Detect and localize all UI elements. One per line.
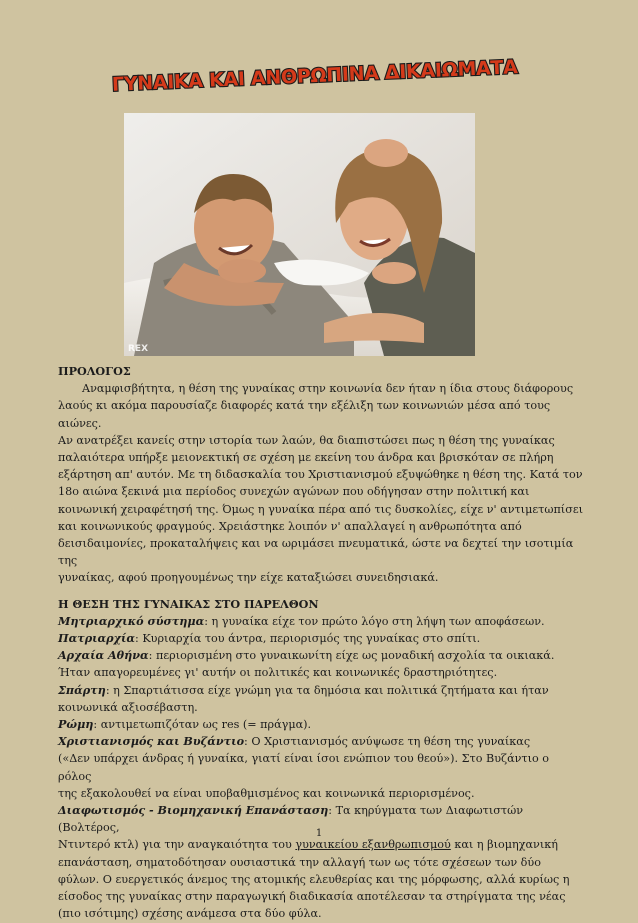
prologue-line: και κοινωνικούς φραγμούς. Χρειάστηκε λοιπόν ν' απαλλαγεί η ανθρωπότητα από — [58, 519, 522, 533]
couple-photo — [124, 113, 475, 356]
enlightenment-label: Διαφωτισμός - Βιομηχανική Επανάσταση — [58, 803, 329, 818]
patriarchy-line — [58, 630, 584, 647]
title-wordart — [111, 52, 518, 98]
page-number: 1 — [315, 828, 323, 839]
sparta-text: : η Σπαρτιάτισσα είχε γνώμη για τα δημόσια και πολιτικά ζητήματα και ήταν — [105, 683, 549, 697]
enlightenment-line-5: είσοδος της γυναίκας στην παραγωγική διαδικασία αποτέλεσαν τα στηρίγματα της νέας — [58, 890, 566, 904]
enlightenment-text-2b: και η βιομηχανική — [450, 838, 558, 852]
enlightenment-line-6: (πιο ισότιμης) σχέσης ανάμεσα στα δύο φύλα. — [58, 907, 322, 921]
prologue-line: παλαιότερα υπήρξε μειονεκτική σε σχέση με εκείνη του άνδρα και βρισκόταν σε πλήρη — [58, 451, 554, 465]
prologue-line: Αν ανατρέξει κανείς στην ιστορία των λαών, θα διαπιστώσει πως η θέση της γυναίκας — [58, 433, 555, 447]
matriarchy-text: : η γυναίκα είχε τον πρώτο λόγο στη λήψη των αποφάσεων. — [204, 614, 545, 628]
humanization-link[interactable]: γυναικείου εξανθρωπισμού — [295, 838, 451, 852]
athens-label: Αρχαία Αθήνα — [58, 648, 149, 663]
section-gap — [58, 587, 584, 596]
page-title: ΓΥΝΑΙΚΑ ΚΑΙ ΑΝΘΡΩΠΙΝΑ ΔΙΚΑΙΩΜΑΤΑ — [111, 56, 518, 96]
matriarchy-label: Μητριαρχικό σύστημα — [58, 613, 205, 628]
prologue-line: κοινωνική χειραφέτησή της. Όμως η γυναίκα πέρα από τις δυσκολίες, είχε ν' αντιμετωπίσει — [58, 502, 584, 516]
sparta-line — [58, 682, 584, 699]
prologue-line: λαούς κι ακόμα παρουσίαζε διαφορές κατά την εξέλιξη των κοινωνιών μέσα από τους αιώνες. — [58, 399, 551, 430]
matriarchy-line — [58, 613, 584, 630]
couple-illustration — [124, 113, 475, 356]
prologue-line: εξάρτηση απ' αυτόν. Με τη διδασκαλία του Χριστιανισμού εξυψώθηκε η θέση της. Κατά τον — [58, 468, 583, 482]
photo-watermark: REX — [128, 344, 149, 354]
enlightenment-line-2 — [58, 836, 584, 853]
enlightenment-text: : Τα κηρύγματα των Διαφωτιστών (Βολτέρος, — [58, 804, 524, 835]
christianity-line — [58, 733, 584, 750]
athens-line — [58, 647, 584, 664]
christianity-text: : Ο Χριστιανισμός ανύψωσε τη θέση της γυναίκας — [244, 735, 531, 749]
sparta-line-2: κοινωνικά αξιοσέβαστη. — [58, 700, 198, 714]
prologue-heading: ΠΡΟΛΟΓΟΣ — [58, 364, 131, 378]
patriarchy-text: : Κυριαρχία του άντρα, περιορισμός της γυναίκας στο σπίτι. — [135, 632, 481, 646]
enlightenment-line-3: επανάσταση, σηματοδότησαν ουσιαστικά την αλλαγή των ως τότε σχέσεων των δύο — [58, 855, 541, 869]
rome-text: : αντιμετωπιζόταν ως res (= πράγμα). — [93, 718, 312, 732]
rome-line — [58, 716, 584, 733]
prologue-line: 18ο αιώνα ξεκινά μια περίοδος συνεχών αγώνων που οδήγησαν στην πολιτική και — [58, 485, 530, 499]
prologue-line: Αναμφισβήτητα, η θέση της γυναίκας στην κοινωνία δεν ήταν η ίδια στους διάφορους — [82, 382, 574, 396]
rome-label: Ρώμη — [58, 717, 94, 732]
past-heading: Η ΘΕΣΗ ΤΗΣ ΓΥΝΑΙΚΑΣ ΣΤΟ ΠΑΡΕΛΘΟΝ — [58, 596, 319, 611]
athens-line-2: Ήταν απαγορευμένες γι' αυτήν οι πολιτικές και κοινωνικές δραστηριότητες. — [58, 666, 498, 680]
prologue-line: δεισιδαιμονίες, προκαταλήψεις και να ωριμάσει πνευματικά, ώστε να δεχτεί την ισοτιμία της — [58, 537, 574, 568]
prologue-line: γυναίκας, αφού προηγουμένως την είχε καταξιώσει συνειδησιακά. — [58, 571, 439, 585]
christianity-line-3: της εξακολουθεί να είναι υποβαθμισμένος και κοινωνικά περιορισμένος. — [58, 786, 475, 800]
enlightenment-text-2a: Ντιντερό κτλ) για την αναγκαιότητα του — [58, 838, 296, 852]
enlightenment-line-4: φύλων. Ο ευεργετικός άνεμος της ατομικής ελευθερίας και της μόρφωσης, αλλά κυρίως η — [58, 872, 570, 886]
patriarchy-label: Πατριαρχία — [58, 631, 135, 646]
christianity-line-2: («Δεν υπάρχει άνδρας ή γυναίκα, γιατί είναι ίσοι ενώπιον του θεού»). Στο Βυζάντιο ο ρόλος — [58, 752, 550, 783]
sparta-label: Σπάρτη — [58, 682, 106, 697]
title-svg — [111, 52, 518, 98]
christianity-label: Χριστιανισμός και Βυζάντιο — [58, 734, 245, 749]
athens-text: : περιορισμένη στο γυναικωνίτη είχε ως μοναδική ασχολία τα οικιακά. — [148, 649, 555, 663]
